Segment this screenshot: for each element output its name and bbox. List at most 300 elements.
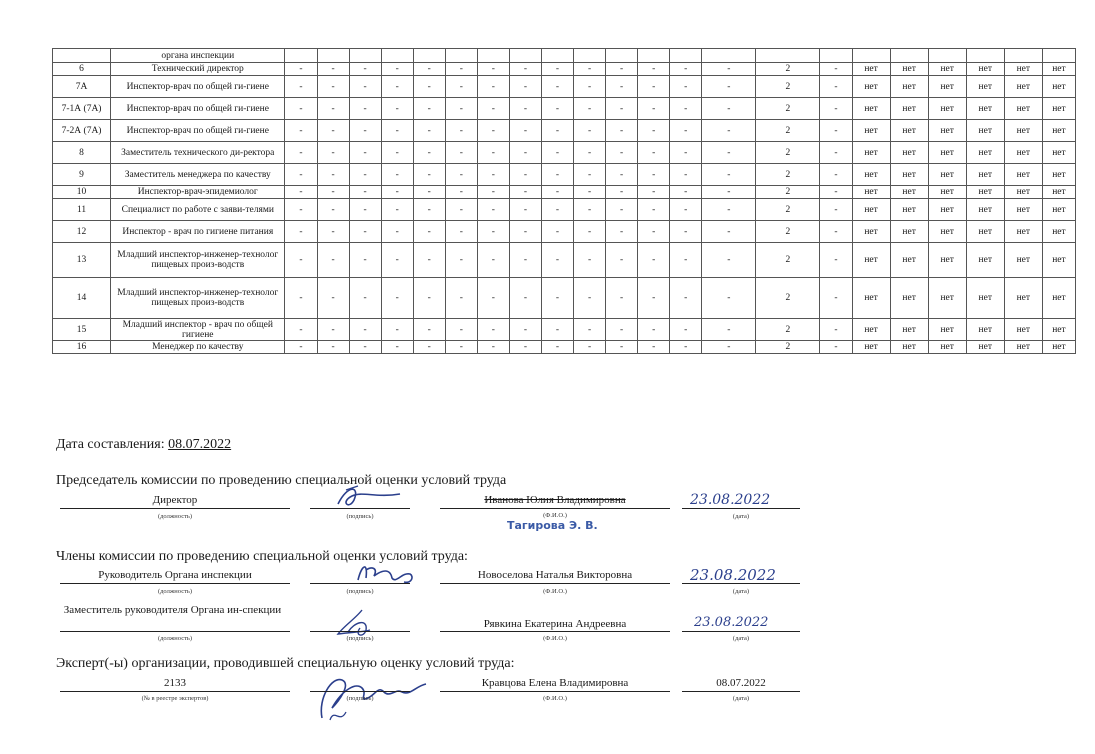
factor-cell: - (445, 278, 477, 319)
position-cell: Технический директор (111, 63, 285, 76)
factor-cell: - (541, 164, 573, 186)
factor-cell: - (477, 142, 509, 164)
factor-cell: - (381, 76, 413, 98)
factor-cell: - (606, 341, 638, 354)
guarantee-cell: нет (890, 98, 928, 120)
factor-cell: - (574, 199, 606, 221)
guarantee-cell: нет (966, 341, 1004, 354)
factor-cell: - (820, 120, 852, 142)
guarantee-cell: нет (1042, 76, 1075, 98)
chair-signature-line (310, 508, 410, 509)
guarantee-cell: нет (852, 164, 890, 186)
factor-cell: - (606, 319, 638, 341)
factor-cell: - (670, 120, 702, 142)
factor-cell: - (606, 243, 638, 278)
factor-cell: - (702, 142, 756, 164)
guarantee-cell: нет (928, 243, 966, 278)
factor-cell: - (349, 186, 381, 199)
expert-registry-line (60, 691, 290, 692)
guarantee-cell: нет (1004, 76, 1042, 98)
chair-date-handwritten: 23.08.2022 (690, 492, 771, 508)
guarantee-cell: нет (928, 278, 966, 319)
class-cell: 2 (756, 243, 820, 278)
guarantee-cell: нет (890, 341, 928, 354)
factor-cell: - (477, 221, 509, 243)
factor-cell: - (349, 199, 381, 221)
factor-cell: - (317, 76, 349, 98)
factor-cell: - (670, 319, 702, 341)
factor-cell: - (445, 98, 477, 120)
member-1-signature-caption: (подпись) (346, 588, 374, 595)
factor-cell: - (574, 243, 606, 278)
factor-cell: - (381, 341, 413, 354)
factor-cell: - (317, 164, 349, 186)
table-row (53, 120, 1076, 142)
class-cell: 2 (756, 341, 820, 354)
class-cell: 2 (756, 199, 820, 221)
factor-cell: - (702, 186, 756, 199)
factor-cell: - (509, 76, 541, 98)
factor-cell: - (317, 341, 349, 354)
guarantee-cell: нет (852, 120, 890, 142)
factor-cell: - (670, 278, 702, 319)
chair-date-caption: (дата) (732, 513, 750, 520)
factor-cell: - (541, 186, 573, 199)
factor-cell: - (477, 199, 509, 221)
factor-cell: - (477, 76, 509, 98)
factor-cell: - (509, 63, 541, 76)
expert-registry-caption: (№ в реестре экспертов) (141, 695, 209, 702)
factor-cell: - (638, 164, 670, 186)
factor-cell: - (820, 76, 852, 98)
factor-cell: - (702, 319, 756, 341)
guarantee-cell: нет (890, 76, 928, 98)
guarantee-cell: нет (890, 63, 928, 76)
member-2-position-caption: (должность) (157, 635, 193, 642)
guarantee-cell: нет (852, 76, 890, 98)
compiled-date-block (56, 437, 231, 453)
factor-cell: - (606, 98, 638, 120)
member-1-position: Руководитель Органа инспекции (98, 569, 252, 581)
position-cell: Младший инспектор-инженер-технолог пищевых произ-водств (111, 243, 285, 278)
member-2-date-handwritten: 23.08.2022 (694, 615, 769, 630)
factor-cell: - (445, 142, 477, 164)
factor-cell: - (349, 142, 381, 164)
guarantee-cell: нет (852, 221, 890, 243)
member-1-name-line (440, 583, 670, 584)
factor-cell: - (606, 199, 638, 221)
factor-cell: - (445, 199, 477, 221)
guarantee-cell: нет (1004, 243, 1042, 278)
guarantee-cell: нет (1042, 199, 1075, 221)
guarantee-cell: нет (890, 120, 928, 142)
position-cell: Заместитель менеджера по качеству (111, 164, 285, 186)
row-number-cell: 12 (53, 221, 111, 243)
guarantee-cell: нет (966, 142, 1004, 164)
factor-cell: - (285, 63, 317, 76)
factor-cell: - (509, 142, 541, 164)
position-cell: Менеджер по качеству (111, 341, 285, 354)
factor-cell: - (541, 98, 573, 120)
chair-fio-caption: (Ф.И.О.) (543, 512, 567, 519)
factor-cell: - (413, 120, 445, 142)
factor-cell: - (413, 243, 445, 278)
chair-position-caption: (должность) (157, 513, 193, 520)
factor-cell: - (670, 142, 702, 164)
chair-position-line (60, 508, 290, 509)
factor-cell: - (670, 98, 702, 120)
expert-name: Кравцова Елена Владимировна (481, 677, 629, 689)
factor-cell: - (509, 278, 541, 319)
expert-name-line (440, 691, 670, 692)
factor-cell: - (574, 341, 606, 354)
factor-cell: - (285, 341, 317, 354)
guarantee-cell: нет (1042, 221, 1075, 243)
factor-cell: - (381, 199, 413, 221)
factor-cell: - (317, 199, 349, 221)
factor-cell: - (638, 142, 670, 164)
row-number-cell: 16 (53, 341, 111, 354)
factor-cell: - (349, 120, 381, 142)
factor-cell: - (670, 199, 702, 221)
guarantee-cell: нет (928, 164, 966, 186)
guarantee-cell: нет (1004, 120, 1042, 142)
factor-cell: - (638, 186, 670, 199)
factor-cell: - (445, 186, 477, 199)
factor-cell: - (413, 98, 445, 120)
factor-cell: - (445, 120, 477, 142)
factor-cell: - (317, 278, 349, 319)
factor-cell: - (477, 319, 509, 341)
factor-cell: - (477, 120, 509, 142)
guarantee-cell: нет (966, 278, 1004, 319)
guarantee-cell: нет (852, 142, 890, 164)
class-cell: 2 (756, 142, 820, 164)
factor-cell: - (285, 199, 317, 221)
factor-cell: - (445, 164, 477, 186)
guarantee-cell: нет (890, 278, 928, 319)
factor-cell: - (509, 319, 541, 341)
factor-cell: - (317, 319, 349, 341)
factor-cell: - (574, 142, 606, 164)
chair-date-line (682, 508, 800, 509)
guarantee-cell: нет (928, 76, 966, 98)
guarantee-cell: нет (966, 199, 1004, 221)
table-row-continuation (53, 49, 1076, 63)
guarantee-cell: нет (1042, 164, 1075, 186)
guarantee-cell: нет (890, 164, 928, 186)
position-cell: Заместитель технического ди-ректора (111, 142, 285, 164)
class-cell: 2 (756, 98, 820, 120)
member-1-date-handwritten: 23.08.2022 (690, 566, 776, 584)
class-cell: 2 (756, 76, 820, 98)
factor-cell: - (285, 142, 317, 164)
factor-cell: - (638, 199, 670, 221)
guarantee-cell: нет (928, 199, 966, 221)
factor-cell: - (285, 278, 317, 319)
chair-position: Директор (152, 494, 198, 506)
factor-cell: - (413, 164, 445, 186)
table-row (53, 199, 1076, 221)
position-cell: Младший инспектор-инженер-технолог пищевых произ-водств (111, 278, 285, 319)
guarantee-cell: нет (1004, 186, 1042, 199)
factor-cell: - (606, 221, 638, 243)
working-conditions-table (52, 48, 1076, 354)
factor-cell: - (381, 186, 413, 199)
factor-cell: - (317, 221, 349, 243)
guarantee-cell: нет (966, 243, 1004, 278)
chair-stamp-name: Тагирова Э. В. (507, 519, 598, 532)
factor-cell: - (381, 120, 413, 142)
expert-fio-caption: (Ф.И.О.) (543, 695, 567, 702)
factor-cell: - (477, 278, 509, 319)
factor-cell: - (702, 341, 756, 354)
factor-cell: - (317, 142, 349, 164)
expert-date: 08.07.2022 (716, 677, 766, 689)
expert-signature-line (310, 691, 410, 692)
factor-cell: - (702, 221, 756, 243)
guarantee-cell: нет (966, 221, 1004, 243)
factor-cell: - (509, 341, 541, 354)
factor-cell: - (638, 341, 670, 354)
factor-cell: - (638, 278, 670, 319)
factor-cell: - (381, 98, 413, 120)
guarantee-cell: нет (852, 341, 890, 354)
guarantee-cell: нет (1004, 164, 1042, 186)
guarantee-cell: нет (966, 319, 1004, 341)
factor-cell: - (381, 278, 413, 319)
guarantee-cell: нет (1042, 98, 1075, 120)
guarantee-cell: нет (890, 319, 928, 341)
compiled-date-value: 08.07.2022 (168, 437, 232, 452)
table-row (53, 186, 1076, 199)
member-1-fio-caption: (Ф.И.О.) (543, 588, 567, 595)
members-section-title: Члены комиссии по проведению специальной оценки условий труда: (56, 549, 468, 564)
factor-cell: - (820, 221, 852, 243)
factor-cell: - (413, 341, 445, 354)
factor-cell: - (574, 76, 606, 98)
factor-cell: - (285, 221, 317, 243)
row-number-cell: 8 (53, 142, 111, 164)
factor-cell: - (820, 164, 852, 186)
table-row (53, 142, 1076, 164)
member-2-date-line (682, 631, 800, 632)
factor-cell: - (574, 278, 606, 319)
guarantee-cell: нет (966, 76, 1004, 98)
guarantee-cell: нет (852, 319, 890, 341)
member-2-signature-caption: (подпись) (346, 635, 374, 642)
factor-cell: - (638, 221, 670, 243)
member-1-date-caption: (дата) (732, 588, 750, 595)
member-1-signature-line (310, 583, 410, 584)
guarantee-cell: нет (966, 98, 1004, 120)
factor-cell: - (509, 98, 541, 120)
guarantee-cell: нет (1042, 243, 1075, 278)
factor-cell: - (509, 186, 541, 199)
factor-cell: - (574, 319, 606, 341)
factor-cell: - (381, 63, 413, 76)
member-1-name: Новоселова Наталья Викторовна (477, 569, 633, 581)
factor-cell: - (541, 221, 573, 243)
position-cell: Инспектор - врач по гигиене питания (111, 221, 285, 243)
expert-registry-number: 2133 (164, 677, 186, 689)
factor-cell: - (317, 63, 349, 76)
factor-cell: - (445, 221, 477, 243)
factor-cell: - (381, 142, 413, 164)
guarantee-cell: нет (852, 243, 890, 278)
class-cell: 2 (756, 278, 820, 319)
factor-cell: - (820, 98, 852, 120)
factor-cell: - (702, 278, 756, 319)
factor-cell: - (445, 63, 477, 76)
factor-cell: - (574, 186, 606, 199)
guarantee-cell: нет (1042, 142, 1075, 164)
row-number-cell: 7А (53, 76, 111, 98)
factor-cell: - (638, 120, 670, 142)
row-number-cell: 6 (53, 63, 111, 76)
factor-cell: - (445, 76, 477, 98)
factor-cell: - (702, 164, 756, 186)
factor-cell: - (574, 164, 606, 186)
guarantee-cell: нет (1004, 63, 1042, 76)
factor-cell: - (820, 278, 852, 319)
factor-cell: - (574, 63, 606, 76)
factor-cell: - (413, 278, 445, 319)
class-cell: 2 (756, 63, 820, 76)
guarantee-cell: нет (966, 63, 1004, 76)
factor-cell: - (509, 120, 541, 142)
chair-signature-caption: (подпись) (346, 513, 374, 520)
class-cell: 2 (756, 319, 820, 341)
factor-cell: - (606, 120, 638, 142)
guarantee-cell: нет (1042, 120, 1075, 142)
row-number-cell: 9 (53, 164, 111, 186)
expert-section-title: Эксперт(-ы) организации, проводившей специальную оценку условий труда: (56, 656, 515, 671)
guarantee-cell: нет (928, 341, 966, 354)
factor-cell: - (413, 76, 445, 98)
factor-cell: - (670, 186, 702, 199)
factor-cell: - (820, 63, 852, 76)
factor-cell: - (670, 221, 702, 243)
position-cell: Младший инспектор - врач по общей гигиене (111, 319, 285, 341)
factor-cell: - (820, 199, 852, 221)
factor-cell: - (381, 319, 413, 341)
guarantee-cell: нет (928, 63, 966, 76)
factor-cell: - (285, 243, 317, 278)
factor-cell: - (413, 142, 445, 164)
guarantee-cell: нет (1004, 221, 1042, 243)
row-number-cell: 11 (53, 199, 111, 221)
factor-cell: - (638, 243, 670, 278)
factor-cell: - (317, 98, 349, 120)
compiled-date-label: Дата составления: (56, 437, 165, 452)
factor-cell: - (349, 319, 381, 341)
factor-cell: - (574, 120, 606, 142)
row-number-cell: 7-2А (7А) (53, 120, 111, 142)
factor-cell: - (574, 98, 606, 120)
factor-cell: - (702, 120, 756, 142)
factor-cell: - (541, 199, 573, 221)
factor-cell: - (477, 98, 509, 120)
member-1-position-caption: (должность) (157, 588, 193, 595)
row-number-cell (53, 49, 111, 63)
guarantee-cell: нет (1042, 186, 1075, 199)
factor-cell: - (541, 63, 573, 76)
guarantee-cell: нет (1004, 341, 1042, 354)
factor-cell: - (820, 243, 852, 278)
factor-cell: - (638, 319, 670, 341)
factor-cell: - (606, 76, 638, 98)
member-2-position: Заместитель руководителя Органа ин-спекции (63, 604, 282, 616)
factor-cell: - (381, 243, 413, 278)
table-row (53, 341, 1076, 354)
guarantee-cell: нет (890, 186, 928, 199)
position-cell: Инспектор-врач по общей ги-гиене (111, 120, 285, 142)
factor-cell: - (541, 243, 573, 278)
row-number-cell: 7-1А (7А) (53, 98, 111, 120)
member-2-fio-caption: (Ф.И.О.) (543, 635, 567, 642)
factor-cell: - (820, 142, 852, 164)
factor-cell: - (820, 341, 852, 354)
factor-cell: - (477, 341, 509, 354)
expert-signature-caption: (подпись) (346, 695, 374, 702)
factor-cell: - (413, 186, 445, 199)
factor-cell: - (509, 199, 541, 221)
factor-cell: - (477, 243, 509, 278)
factor-cell: - (349, 164, 381, 186)
factor-cell: - (317, 186, 349, 199)
factor-cell: - (349, 278, 381, 319)
factor-cell: - (285, 98, 317, 120)
table-row (53, 98, 1076, 120)
guarantee-cell: нет (890, 221, 928, 243)
factor-cell: - (541, 120, 573, 142)
factor-cell: - (702, 63, 756, 76)
guarantee-cell: нет (852, 278, 890, 319)
factor-cell: - (413, 199, 445, 221)
table-row (53, 63, 1076, 76)
position-cell: Инспектор-врач-эпидемиолог (111, 186, 285, 199)
factor-cell: - (670, 341, 702, 354)
factor-cell: - (606, 142, 638, 164)
factor-cell: - (317, 120, 349, 142)
factor-cell: - (606, 63, 638, 76)
factor-cell: - (509, 164, 541, 186)
factor-cell: - (541, 319, 573, 341)
guarantee-cell: нет (1004, 319, 1042, 341)
factor-cell: - (820, 186, 852, 199)
factor-cell: - (702, 199, 756, 221)
expert-date-line (682, 691, 800, 692)
table-row (53, 164, 1076, 186)
guarantee-cell: нет (852, 63, 890, 76)
guarantee-cell: нет (928, 98, 966, 120)
guarantee-cell: нет (890, 199, 928, 221)
guarantee-cell: нет (1042, 341, 1075, 354)
factor-cell: - (285, 319, 317, 341)
guarantee-cell: нет (890, 243, 928, 278)
row-number-cell: 15 (53, 319, 111, 341)
chair-name-line (440, 508, 670, 509)
factor-cell: - (477, 186, 509, 199)
guarantee-cell: нет (1042, 319, 1075, 341)
row-number-cell: 14 (53, 278, 111, 319)
factor-cell: - (413, 221, 445, 243)
position-cell: Инспектор-врач по общей ги-гиене (111, 76, 285, 98)
factor-cell: - (541, 341, 573, 354)
table-row (53, 319, 1076, 341)
guarantee-cell: нет (1042, 278, 1075, 319)
